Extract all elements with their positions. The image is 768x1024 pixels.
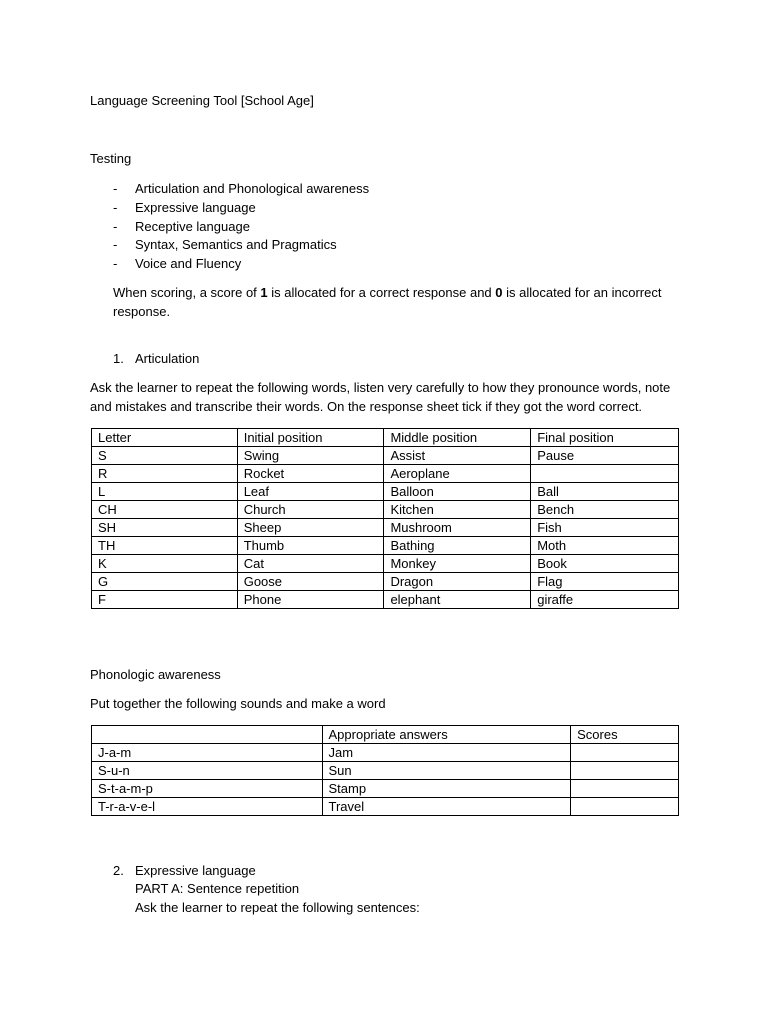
table-cell — [571, 744, 679, 762]
table-cell: Bench — [531, 501, 679, 519]
section-2-number: 2. — [113, 863, 124, 878]
instruction-line-1: Ask the learner to repeat the following words, listen very carefully to how they pronounce words, note — [90, 380, 671, 395]
table-cell: Goose — [237, 573, 384, 591]
table-cell: Scores — [571, 726, 679, 744]
table-row — [92, 447, 679, 465]
table-cell: TH — [92, 537, 238, 555]
scoring-note-continued: response. — [113, 304, 171, 319]
table-cell: Middle position — [384, 429, 531, 447]
table-cell: S-u-n — [92, 762, 323, 780]
table-cell: F — [92, 591, 238, 609]
table-row — [92, 501, 679, 519]
table-row — [92, 483, 679, 501]
table-cell: Bathing — [384, 537, 531, 555]
table-cell: Moth — [531, 537, 679, 555]
table-row — [92, 465, 679, 483]
phonologic-heading: Phonologic awareness — [90, 667, 221, 682]
table-cell: Dragon — [384, 573, 531, 591]
section-2-title: Expressive language — [135, 863, 256, 878]
table-row — [92, 537, 679, 555]
list-item: - Syntax, Semantics and Pragmatics — [113, 236, 369, 255]
table-cell: Thumb — [237, 537, 384, 555]
table-cell: CH — [92, 501, 238, 519]
table-row — [92, 573, 679, 591]
table-row — [92, 519, 679, 537]
table-cell: Initial position — [237, 429, 384, 447]
table-row — [92, 798, 679, 816]
table-cell: Ball — [531, 483, 679, 501]
testing-list — [113, 180, 369, 274]
table-cell: Pause — [531, 447, 679, 465]
table-cell: Leaf — [237, 483, 384, 501]
phonologic-table — [91, 725, 679, 816]
table-row — [92, 591, 679, 609]
table-cell: Cat — [237, 555, 384, 573]
table-cell: Stamp — [322, 780, 571, 798]
table-cell: Assist — [384, 447, 531, 465]
instruction-line-2: and mistakes and transcribe their words. On the response sheet tick if they got the word correct. — [90, 399, 643, 414]
table-row — [92, 780, 679, 798]
table-cell: Monkey — [384, 555, 531, 573]
section-1-number: 1. — [113, 351, 124, 366]
table-cell: Fish — [531, 519, 679, 537]
table-cell: Kitchen — [384, 501, 531, 519]
table-row — [92, 744, 679, 762]
table-cell — [571, 762, 679, 780]
table-cell: G — [92, 573, 238, 591]
document-title: Language Screening Tool [School Age] — [90, 93, 314, 108]
table-cell: Church — [237, 501, 384, 519]
section-2-part: PART A: Sentence repetition — [135, 881, 300, 896]
table-cell: Phone — [237, 591, 384, 609]
table-cell: Jam — [322, 744, 571, 762]
table-cell: Rocket — [237, 465, 384, 483]
table-cell: Sun — [322, 762, 571, 780]
table-cell: Mushroom — [384, 519, 531, 537]
scoring-note: When scoring, a score of 1 is allocated for a correct response and 0 is allocated for an incorrect — [113, 285, 662, 300]
table-cell — [92, 726, 323, 744]
table-cell: S-t-a-m-p — [92, 780, 323, 798]
table-cell: L — [92, 483, 238, 501]
table-cell: elephant — [384, 591, 531, 609]
testing-heading: Testing — [90, 151, 132, 166]
table-cell: Travel — [322, 798, 571, 816]
list-item: - Articulation and Phonological awareness — [113, 180, 369, 199]
table-cell: K — [92, 555, 238, 573]
table-cell — [571, 798, 679, 816]
table-cell — [571, 780, 679, 798]
list-item: - Receptive language — [113, 218, 369, 237]
table-header-row — [92, 429, 679, 447]
table-cell: R — [92, 465, 238, 483]
table-cell: SH — [92, 519, 238, 537]
table-row — [92, 762, 679, 780]
phonologic-instruction: Put together the following sounds and make a word — [90, 696, 386, 711]
table-cell: Flag — [531, 573, 679, 591]
table-cell: Book — [531, 555, 679, 573]
table-cell: Final position — [531, 429, 679, 447]
table-cell: Letter — [92, 429, 238, 447]
table-cell — [531, 465, 679, 483]
section-1-title: Articulation — [135, 351, 200, 366]
table-cell: Swing — [237, 447, 384, 465]
table-cell: T-r-a-v-e-l — [92, 798, 323, 816]
list-item: - Voice and Fluency — [113, 255, 369, 274]
table-row — [92, 555, 679, 573]
table-cell: Sheep — [237, 519, 384, 537]
table-cell: J-a-m — [92, 744, 323, 762]
table-cell: Balloon — [384, 483, 531, 501]
table-cell: Appropriate answers — [322, 726, 571, 744]
articulation-table — [91, 428, 679, 609]
list-item: - Expressive language — [113, 199, 369, 218]
table-header-row — [92, 726, 679, 744]
table-cell: giraffe — [531, 591, 679, 609]
table-cell: S — [92, 447, 238, 465]
table-cell: Aeroplane — [384, 465, 531, 483]
section-2-instruction: Ask the learner to repeat the following sentences: — [135, 900, 420, 915]
